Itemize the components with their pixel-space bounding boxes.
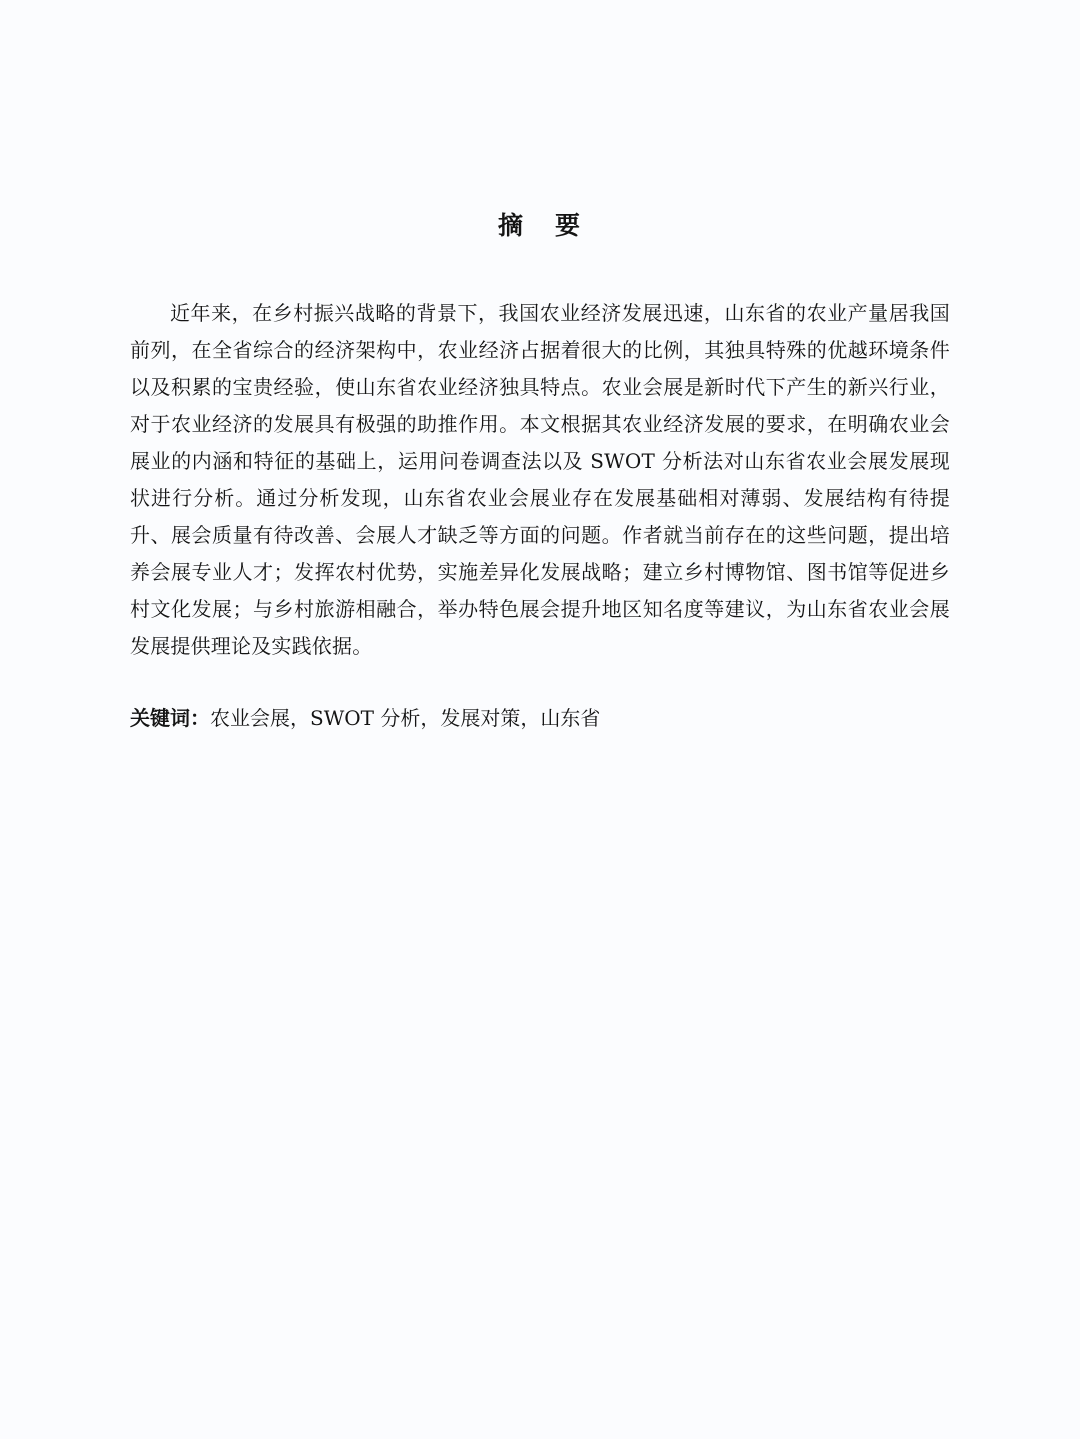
abstract-paragraph: 近年来，在乡村振兴战略的背景下，我国农业经济发展迅速，山东省的农业产量居我国前列，在全省综合的经济架构中，农业经济占据着很大的比例，其独具特殊的优越环境条件以及积累的宝贵经验，使山东省农业经济独具特点。农业会展是新时代下产生的新兴行业，对于农业经济的发展具有极强的助推作用。本文根据其农业经济发展的要求，在明确农业会展业的内涵和特征的基础上，运用问卷调查法以及 SWOT 分析法对山东省农业会展发展现状进行分析。通过分析发现，山东省农业会展业存在发展基础相对薄弱、发展结构有待提升、展会质量有待改善、会展人才缺乏等方面的问题。作者就当前存在的这些问题，提出培养会展专业人才；发挥农村优势，实施差异化发展战略；建立乡村博物馆、图书馆等促进乡村文化发展；与乡村旅游相融合，举办特色展会提升地区知名度等建议，为山东省农业会展发展提供理论及实践依据。 [130, 301, 950, 658]
title-char-2: 要 [555, 211, 583, 240]
page-title [0, 206, 1080, 246]
keywords-line [130, 700, 950, 737]
keywords-text: 农业会展，SWOT 分析，发展对策，山东省 [210, 706, 601, 730]
title-char-1: 摘 [497, 211, 525, 240]
keywords-label: 关键词： [130, 706, 210, 730]
